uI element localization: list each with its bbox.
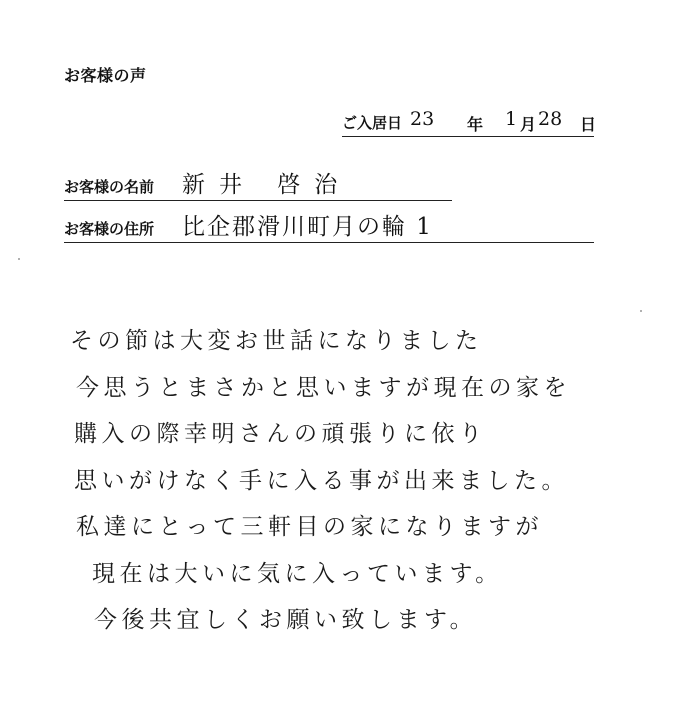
- day-unit: 日: [580, 115, 597, 134]
- scan-speck: [640, 310, 642, 312]
- letter-line: 私達にとって三軒目の家になりますが: [76, 514, 544, 540]
- move-in-year: 23: [410, 108, 435, 130]
- move-in-month: 1: [505, 108, 518, 130]
- letter-line: 購入の際幸明さんの頑張りに依り: [74, 421, 487, 447]
- page-title: お客様の声: [64, 66, 147, 85]
- letter-line: 思いがけなく手に入る事が出来ました。: [74, 467, 569, 494]
- month-unit: 月: [520, 115, 537, 134]
- customer-address-value: 比企郡滑川町月の輪 1: [182, 214, 433, 240]
- letter-line: 今思うとまさかと思いますが現在の家を: [76, 374, 571, 401]
- move-in-date-field: [342, 108, 597, 137]
- customer-address-field: [64, 216, 594, 243]
- customer-name-label: お客様の名前: [64, 178, 155, 196]
- letter-line: 現在は大いに気に入っています。: [92, 560, 503, 587]
- letter-line: 今後共宜しくお願い致します。: [94, 607, 478, 633]
- scan-speck: [18, 258, 20, 260]
- letter-line: その節は大変お世話になりました: [70, 328, 483, 354]
- customer-name-field: [64, 174, 452, 201]
- move-in-date-label: ご入居日: [342, 114, 403, 132]
- move-in-day: 28: [538, 108, 563, 130]
- customer-name-value: 新井 啓治: [182, 172, 352, 198]
- customer-address-label: お客様の住所: [64, 220, 155, 238]
- year-unit: 年: [467, 115, 484, 134]
- handwritten-letter: [70, 318, 590, 644]
